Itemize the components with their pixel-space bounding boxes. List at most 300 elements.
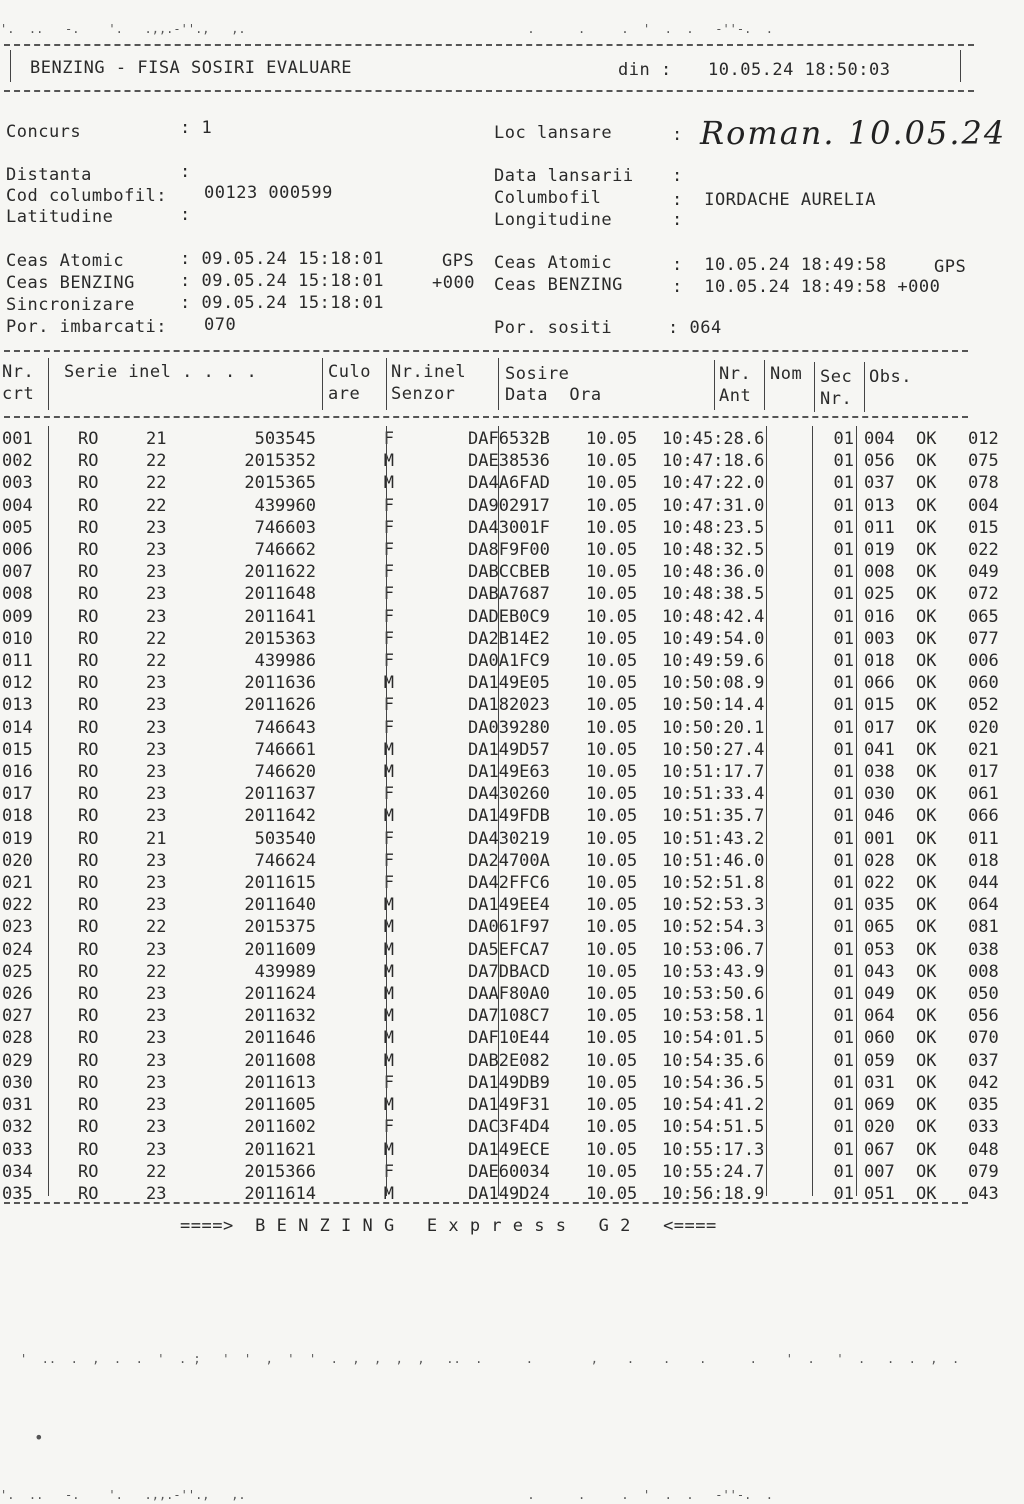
cell-senzor: DA149E05 [468,673,550,694]
cell-inel: 746661 [254,739,316,760]
col-header-culoare-2: are [328,384,361,404]
table-row [0,606,1024,628]
cell-ant: 01 [833,717,854,738]
cell-ant: 01 [833,1095,854,1116]
header-sep-1 [48,358,49,410]
cell-nr: 015 [2,739,33,760]
cell-inel: 746603 [254,517,316,538]
cell-obs: 060 [968,673,999,694]
cell-nom: 020 [864,1117,895,1138]
concurs-label: Concurs [6,122,82,142]
cell-nr: 007 [2,562,33,583]
cell-nom: 015 [864,695,895,716]
ceas-atomic-start-value: : 09.05.24 15:18:01 [180,249,384,269]
cod-columbofil-value: 00123 000599 [204,183,333,203]
cell-sec: OK [916,1095,937,1116]
cell-culoare [400,650,464,672]
cell-obs: 015 [968,517,999,538]
table-row [0,916,1024,938]
header-left-border [10,50,11,82]
cell-inel: 503545 [254,429,316,449]
cell-sex: M [383,1183,394,1204]
cell-culoare [400,583,464,605]
table-row [0,1161,1024,1183]
cell-sec: OK [916,1006,937,1027]
table-header-bottom-rule [4,416,968,418]
cell-inel: 2011602 [244,1117,316,1138]
table-row [0,1005,1024,1027]
cell-obs: 011 [968,828,999,849]
col-header-sec-2: Nr. [820,389,853,409]
cell-data: 10.05 [586,540,638,561]
cell-ora: 10:48:23.5 [662,517,765,538]
cell-data: 10.05 [586,584,638,605]
cell-sex: M [383,917,394,938]
table-row [0,583,1024,605]
cell-sec: OK [916,1117,937,1138]
cell-culoare [400,983,464,1005]
cell-data: 10.05 [586,517,638,538]
cell-ant: 01 [833,1183,854,1204]
cell-culoare [400,805,464,827]
cell-tara: RO [78,717,99,738]
cell-ant: 01 [833,584,854,605]
cell-nr: 021 [2,873,33,894]
cell-ant: 01 [833,540,854,561]
cell-sec: OK [916,473,937,494]
cell-culoare [400,472,464,494]
cell-culoare [400,739,464,761]
cell-nom: 069 [864,1095,895,1116]
cell-ant: 01 [833,473,854,494]
ceas-atomic-end-value: : 10.05.24 18:49:58 [672,255,887,275]
arrivals-table-body [0,428,1024,1205]
cell-sec: OK [916,651,937,672]
cell-nr: 034 [2,1161,33,1182]
cell-ora: 10:51:33.4 [662,784,765,805]
cell-nr: 020 [2,850,33,871]
cell-ora: 10:50:20.1 [662,717,765,738]
cell-nom: 037 [864,473,895,494]
cell-an: 23 [146,1117,167,1138]
cell-an: 23 [146,517,167,538]
cell-nr: 013 [2,695,33,716]
cell-obs: 072 [968,584,999,605]
cell-data: 10.05 [586,1006,638,1027]
cell-culoare [400,850,464,872]
cell-sec: OK [916,673,937,694]
cell-nr: 014 [2,717,33,738]
cell-an: 22 [146,917,167,938]
col-header-nom: Nom [770,364,803,384]
cell-senzor: DAAF80A0 [468,984,550,1005]
cell-sec: OK [916,562,937,583]
por-imbarcati-value: 070 [204,315,237,335]
cell-senzor: DA149ECE [468,1139,550,1160]
cell-inel: 2011642 [244,806,316,827]
cell-tara: RO [78,828,99,849]
cell-obs: 004 [968,495,999,516]
cell-obs: 022 [968,540,999,561]
cell-nr: 017 [2,784,33,805]
col-header-nr-crt-2: crt [2,384,35,404]
cell-senzor: DA149D57 [468,739,550,760]
cell-data: 10.05 [586,451,638,472]
cell-senzor: DA43001F [468,517,550,538]
cod-columbofil-label: Cod columbofil: [6,186,168,206]
cell-inel: 746620 [254,762,316,783]
cell-senzor: DA149DB9 [468,1072,550,1093]
cell-inel: 2015363 [244,628,316,649]
cell-data: 10.05 [586,1095,638,1116]
cell-culoare [400,628,464,650]
cell-inel: 2011622 [244,562,316,583]
cell-sex: F [383,1161,394,1182]
cell-obs: 006 [968,651,999,672]
cell-nr: 032 [2,1117,33,1138]
cell-an: 23 [146,784,167,805]
cell-sex: F [383,540,394,561]
cell-senzor: DA039280 [468,717,550,738]
cell-tara: RO [78,850,99,871]
cell-obs: 038 [968,939,999,960]
cell-ora: 10:48:36.0 [662,562,765,583]
cell-nom: 022 [864,873,895,894]
cell-ant: 01 [833,562,854,583]
cell-an: 23 [146,873,167,894]
cell-ant: 01 [833,1072,854,1093]
cell-inel: 2015365 [244,473,316,494]
header-sep-2 [322,358,323,410]
cell-sex: M [383,1139,394,1160]
cell-inel: 2015352 [244,451,316,472]
cell-data: 10.05 [586,828,638,849]
cell-obs: 061 [968,784,999,805]
por-sositi-value: : 064 [668,318,722,338]
cell-culoare [400,916,464,938]
cell-ora: 10:55:24.7 [662,1161,765,1182]
cell-inel: 439960 [254,495,316,516]
cell-senzor: DA061F97 [468,917,550,938]
cell-senzor: DA2B14E2 [468,628,550,649]
col-header-sosire-1: Sosire [505,364,570,384]
cell-obs: 021 [968,739,999,760]
ceas-benzing-start-suffix: +000 [432,273,475,293]
cell-sex: F [383,584,394,605]
cell-nom: 001 [864,828,895,849]
cell-an: 22 [146,1161,167,1182]
cell-senzor: DABA7687 [468,584,550,605]
table-row [0,939,1024,961]
cell-obs: 081 [968,917,999,938]
cell-nom: 065 [864,917,895,938]
document-title: BENZING - FISA SOSIRI EVALUARE [30,58,353,78]
cell-data: 10.05 [586,606,638,627]
col-header-nr-inel-2: Senzor [391,384,456,404]
cell-ora: 10:48:42.4 [662,606,765,627]
cell-ora: 10:47:18.6 [662,451,765,472]
cell-obs: 017 [968,762,999,783]
cell-an: 23 [146,717,167,738]
table-row [0,1027,1024,1049]
cell-sex: F [383,873,394,894]
body-sep-4 [498,426,499,1196]
cell-senzor: DA7108C7 [468,1006,550,1027]
header-sep-6 [764,360,765,410]
cell-an: 21 [146,429,167,449]
cell-senzor: DA5EFCA7 [468,939,550,960]
cell-obs: 079 [968,1161,999,1182]
ceas-benzing-start-value: : 09.05.24 15:18:01 [180,271,384,291]
cell-nr: 035 [2,1183,33,1204]
cell-an: 23 [146,562,167,583]
cell-sex: F [383,828,394,849]
cell-ora: 10:48:38.5 [662,584,765,605]
cell-sec: OK [916,429,937,449]
cell-nr: 002 [2,451,33,472]
cell-senzor: DAE38536 [468,451,550,472]
cell-ora: 10:47:22.0 [662,473,765,494]
cell-tara: RO [78,651,99,672]
cell-an: 22 [146,451,167,472]
cell-obs: 070 [968,1028,999,1049]
sincronizare-value: : 09.05.24 15:18:01 [180,293,384,313]
table-row [0,894,1024,916]
cell-ora: 10:51:46.0 [662,850,765,871]
cell-data: 10.05 [586,1117,638,1138]
table-row [0,828,1024,850]
cell-ant: 01 [833,984,854,1005]
cell-senzor: DAF10E44 [468,1028,550,1049]
cell-ora: 10:49:54.0 [662,628,765,649]
cell-an: 22 [146,961,167,982]
cell-nr: 006 [2,540,33,561]
header-sep-4 [498,358,499,410]
cell-senzor: DA149D24 [468,1183,550,1204]
cell-nom: 031 [864,1072,895,1093]
cell-inel: 2011641 [244,606,316,627]
cell-tara: RO [78,695,99,716]
cell-senzor: DA902917 [468,495,550,516]
cell-ora: 10:50:27.4 [662,739,765,760]
cell-an: 23 [146,939,167,960]
cell-tara: RO [78,429,99,449]
cell-sec: OK [916,451,937,472]
table-row [0,539,1024,561]
body-sep-7 [812,426,813,1196]
cell-culoare [400,495,464,517]
cell-nom: 004 [864,429,895,449]
print-datetime: 10.05.24 18:50:03 [708,60,891,80]
cell-senzor: DA430260 [468,784,550,805]
cell-nom: 007 [864,1161,895,1182]
cell-nr: 016 [2,762,33,783]
cell-sec: OK [916,895,937,916]
cell-nom: 017 [864,717,895,738]
cell-ant: 01 [833,695,854,716]
cell-senzor: DAB2E082 [468,1050,550,1071]
cell-ant: 01 [833,1117,854,1138]
cell-culoare [400,694,464,716]
cell-culoare [400,561,464,583]
cell-nr: 023 [2,917,33,938]
cell-culoare [400,717,464,739]
cell-ant: 01 [833,517,854,538]
cell-nom: 049 [864,984,895,1005]
cell-ant: 01 [833,1139,854,1160]
col-header-serie-inel: Serie inel . . . . [64,362,258,382]
cell-data: 10.05 [586,873,638,894]
cell-nr: 026 [2,984,33,1005]
col-header-nr-ant-2: Ant [719,386,752,406]
cell-data: 10.05 [586,806,638,827]
cell-data: 10.05 [586,495,638,516]
cell-ora: 10:51:17.7 [662,762,765,783]
cell-sex: M [383,673,394,694]
cell-nom: 035 [864,895,895,916]
cell-data: 10.05 [586,473,638,494]
scan-noise-bottom: '. .. -. '. .,,.-''., ,. . . . ' . . -''-. . [0,1488,774,1502]
cell-nom: 018 [864,651,895,672]
cell-data: 10.05 [586,895,638,916]
cell-senzor: DA24700A [468,850,550,871]
cell-ora: 10:56:18.9 [662,1183,765,1204]
cell-sec: OK [916,1161,937,1182]
loc-lansare-label: Loc lansare [494,123,613,143]
cell-obs: 050 [968,984,999,1005]
cell-tara: RO [78,495,99,516]
cell-tara: RO [78,917,99,938]
col-header-obs: Obs. [869,367,912,387]
cell-inel: 2011624 [244,984,316,1005]
cell-obs: 048 [968,1139,999,1160]
longitudine-value: : [672,210,683,230]
cell-data: 10.05 [586,651,638,672]
cell-sex: M [383,806,394,827]
cell-sex: M [383,1006,394,1027]
table-header-top-rule [4,350,968,352]
cell-senzor: DA149E63 [468,762,550,783]
cell-nom: 064 [864,1006,895,1027]
cell-data: 10.05 [586,739,638,760]
cell-ora: 10:52:54.3 [662,917,765,938]
por-imbarcati-label: Por. imbarcati: [6,317,168,337]
table-row [0,1094,1024,1116]
cell-inel: 2011646 [244,1028,316,1049]
cell-sex: F [383,784,394,805]
cell-inel: 439989 [254,961,316,982]
cell-sex: F [383,517,394,538]
cell-obs: 012 [968,429,999,449]
cell-obs: 065 [968,606,999,627]
header-sep-5 [714,360,715,410]
cell-obs: 056 [968,1006,999,1027]
cell-nom: 067 [864,1139,895,1160]
cell-tara: RO [78,628,99,649]
cell-ant: 01 [833,917,854,938]
cell-sex: M [383,939,394,960]
cell-sex: M [383,473,394,494]
cell-sec: OK [916,606,937,627]
cell-inel: 2011609 [244,939,316,960]
cell-inel: 746662 [254,540,316,561]
cell-ant: 01 [833,606,854,627]
cell-tara: RO [78,873,99,894]
cell-obs: 018 [968,850,999,871]
cell-nr: 018 [2,806,33,827]
cell-data: 10.05 [586,939,638,960]
cell-senzor: DA0A1FC9 [468,651,550,672]
cell-culoare [400,1005,464,1027]
cell-tara: RO [78,517,99,538]
cell-sex: F [383,717,394,738]
cell-ora: 10:54:01.5 [662,1028,765,1049]
cell-nom: 041 [864,739,895,760]
cell-sex: M [383,895,394,916]
header-bottom-rule [4,90,974,92]
ceas-atomic-end-label: Ceas Atomic [494,253,613,273]
cell-senzor: DAC3F4D4 [468,1117,550,1138]
cell-an: 23 [146,1139,167,1160]
cell-data: 10.05 [586,429,638,449]
cell-senzor: DA42FFC6 [468,873,550,894]
cell-an: 23 [146,1006,167,1027]
cell-nr: 025 [2,961,33,982]
cell-tara: RO [78,1006,99,1027]
cell-ora: 10:52:53.3 [662,895,765,916]
cell-ant: 01 [833,673,854,694]
cell-sex: F [383,1117,394,1138]
cell-sec: OK [916,784,937,805]
cell-sec: OK [916,961,937,982]
cell-data: 10.05 [586,850,638,871]
cell-nr: 008 [2,584,33,605]
cell-ant: 01 [833,873,854,894]
cell-sex: M [383,961,394,982]
table-row [0,650,1024,672]
ceas-benzing-start-label: Ceas BENZING [6,273,135,293]
cell-culoare [400,450,464,472]
cell-ora: 10:54:36.5 [662,1072,765,1093]
cell-an: 22 [146,651,167,672]
cell-nom: 016 [864,606,895,627]
cell-ant: 01 [833,806,854,827]
cell-an: 23 [146,540,167,561]
cell-senzor: DA149EE4 [468,895,550,916]
cell-sec: OK [916,717,937,738]
cell-obs: 042 [968,1072,999,1093]
cell-ant: 01 [833,451,854,472]
cell-culoare [400,672,464,694]
table-row [0,561,1024,583]
cell-sex: F [383,429,394,449]
cell-an: 23 [146,850,167,871]
table-row [0,961,1024,983]
table-row [0,428,1024,450]
cell-tara: RO [78,1028,99,1049]
table-bottom-rule [4,1202,968,1204]
cell-obs: 066 [968,806,999,827]
cell-inel: 746624 [254,850,316,871]
table-row [0,472,1024,494]
cell-ant: 01 [833,939,854,960]
cell-tara: RO [78,1072,99,1093]
table-row [0,1072,1024,1094]
table-row [0,1116,1024,1138]
cell-inel: 2011605 [244,1095,316,1116]
cell-culoare [400,1161,464,1183]
cell-sex: M [383,1050,394,1071]
